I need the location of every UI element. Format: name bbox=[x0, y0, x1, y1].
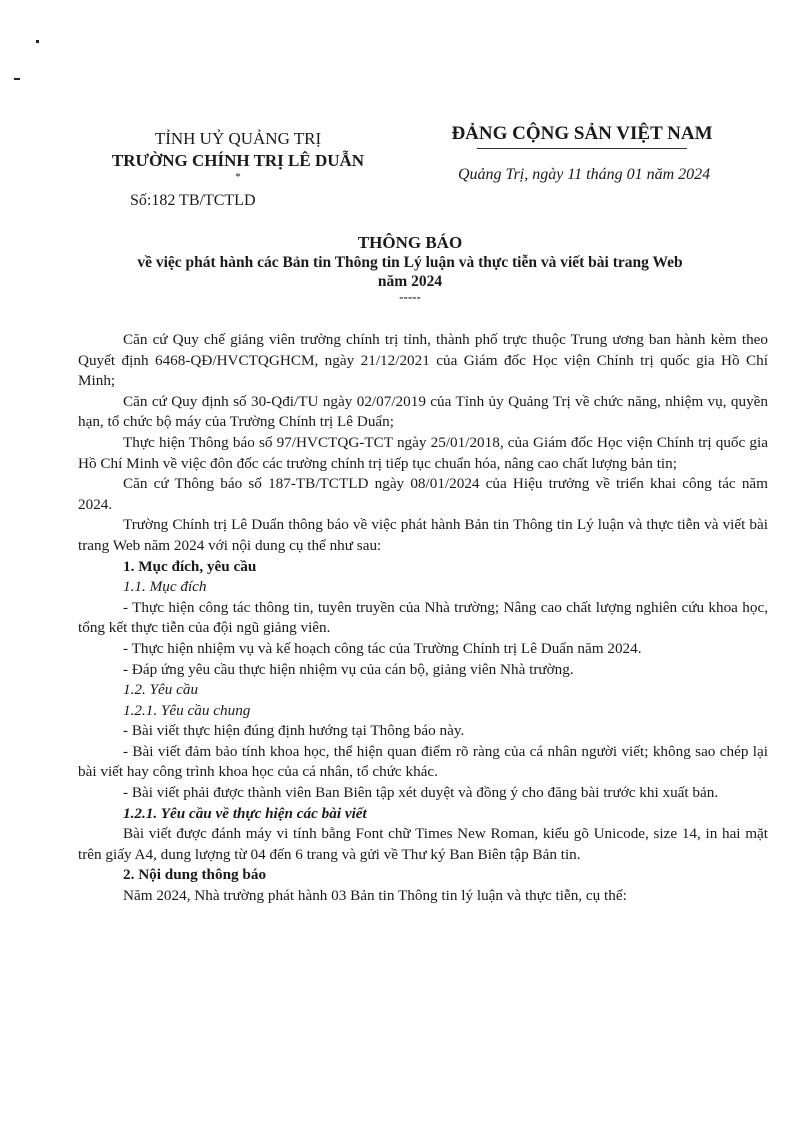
doc-subtitle-line1: về việc phát hành các Bản tin Thông tin Lý luận và thực tiễn và viết bài trang Web bbox=[137, 254, 683, 271]
list-item: - Đáp ứng yêu cầu thực hiện nhiệm vụ của cán bộ, giảng viên Nhà trường. bbox=[123, 660, 574, 678]
paragraph: Bài viết được đánh máy vi tính bằng Font chữ Times New Roman, kiểu gõ Unicode, size 14, in hai mặt trên giấy A4, dung lượng từ 04 đến 6 trang và gửi về Thư ký Ban Biên tập Bản tin. bbox=[78, 825, 768, 863]
scan-speck bbox=[36, 40, 39, 43]
title-separator: ----- bbox=[399, 289, 421, 304]
subsection-heading: 1.2. Yêu cầu bbox=[123, 681, 199, 699]
title-block bbox=[60, 232, 760, 303]
party-underline bbox=[477, 148, 687, 149]
party-name: ĐẢNG CỘNG SẢN VIỆT NAM bbox=[451, 123, 713, 144]
list-item: - Bài viết đảm bảo tính khoa học, thể hiện quan điểm rõ ràng của cá nhân người viết; không sao chép lại bài viết hay công trình khoa học của cá nhân, tổ chức khác. bbox=[78, 742, 768, 781]
subsubsection-heading: 1.2.1. Yêu cầu về thực hiện các bài viết bbox=[123, 804, 367, 822]
list-item: - Thực hiện nhiệm vụ và kế hoạch công tác của Trường Chính trị Lê Duẩn năm 2024. bbox=[123, 639, 642, 657]
list-item: - Bài viết phải được thành viên Ban Biên tập xét duyệt và đồng ý cho đăng bài trước khi xuất bản. bbox=[123, 784, 719, 802]
paragraph: Trường Chính trị Lê Duẩn thông báo về việc phát hành Bản tin Thông tin Lý luận và thực tiễn và viết bài trang Web năm 2024 với nội dung cụ thể như sau: bbox=[78, 516, 768, 554]
list-item: - Thực hiện công tác thông tin, tuyên truyền của Nhà trường; Nâng cao chất lượng nghiên cứu khoa học, tổng kết thực tiễn của đội ngũ giảng viên. bbox=[78, 598, 768, 637]
paragraph: Căn cứ Quy chế giảng viên trường chính trị tỉnh, thành phố trực thuộc Trung ương ban hành kèm theo Quyết định 6468-QĐ/HVCTQGHCM, ngày 21/12/2021 của Giám đốc Học viện Chính trị quốc gia Hồ Chí Minh; bbox=[78, 331, 768, 390]
paragraph: Căn cứ Thông báo số 187-TB/TCTLD ngày 08/01/2024 của Hiệu trưởng về triển khai công tác năm 2024. bbox=[78, 475, 768, 513]
section-heading: 1. Mục đích, yêu cầu bbox=[123, 557, 257, 575]
subsection-heading: 1.1. Mục đích bbox=[123, 578, 207, 596]
document-body bbox=[78, 330, 768, 907]
list-item: - Bài viết thực hiện đúng định hướng tại Thông báo này. bbox=[123, 722, 465, 740]
doc-number: Số:182 TB/TCTLD bbox=[130, 192, 256, 209]
scan-speck bbox=[14, 78, 20, 80]
paragraph: Căn cứ Quy định số 30-Qđi/TU ngày 02/07/2019 của Tỉnh ủy Quảng Trị về chức năng, nhiệm vụ, quyền hạn, tổ chức bộ máy của Trường Chính trị Lê Duẩn; bbox=[78, 392, 768, 431]
paragraph: Thực hiện Thông báo số 97/HVCTQG-TCT ngày 25/01/2018, của Giám đốc Học viện Chính trị quốc gia Hồ Chí Minh về việc đôn đốc các trường chính trị tiếp tục chuẩn hóa, nâng cao chất lượng bản tin; bbox=[78, 433, 768, 472]
header-right bbox=[412, 122, 752, 149]
star-mark: * bbox=[235, 171, 241, 183]
header-left bbox=[88, 128, 388, 182]
doc-title: THÔNG BÁO bbox=[357, 233, 463, 252]
paragraph: Năm 2024, Nhà trường phát hành 03 Bản tin Thông tin lý luận và thực tiễn, cụ thể: bbox=[123, 887, 627, 905]
doc-subtitle-line2: năm 2024 bbox=[377, 273, 443, 290]
org-name: TRƯỜNG CHÍNH TRỊ LÊ DUẪN bbox=[111, 151, 365, 170]
dateline: Quảng Trị, ngày 11 tháng 01 năm 2024 bbox=[458, 166, 711, 183]
section-heading: 2. Nội dung thông báo bbox=[123, 866, 267, 884]
org-parent: TỈNH UỶ QUẢNG TRỊ bbox=[154, 129, 322, 148]
subsubsection-heading: 1.2.1. Yêu cầu chung bbox=[123, 701, 251, 719]
